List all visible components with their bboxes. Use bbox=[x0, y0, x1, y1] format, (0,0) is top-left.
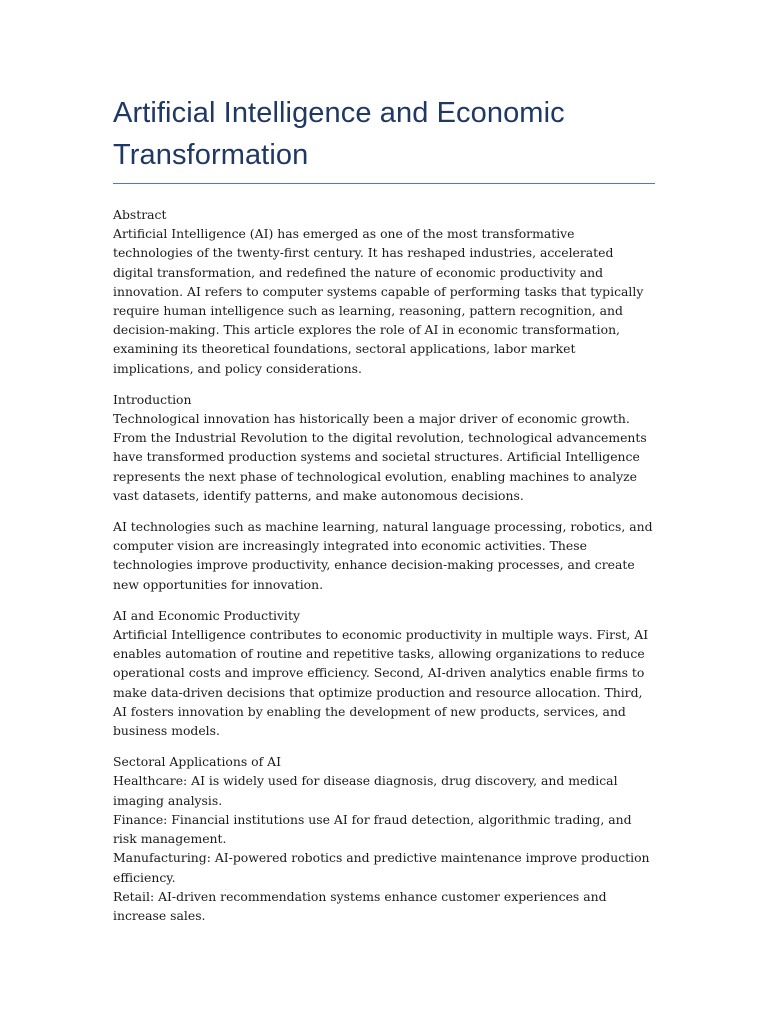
section-heading: Introduction bbox=[113, 391, 192, 407]
application-item-finance: Finance: Financial institutions use AI for fraud detection, algorithmic trading, and risk management. bbox=[113, 811, 632, 847]
application-item-healthcare: Healthcare: AI is widely used for disease diagnosis, drug discovery, and medical imaging analysis. bbox=[113, 773, 618, 808]
section-paragraph: Technological innovation has historically been a major driver of economic growth. From the Industrial Revolution to the digital revolution, technological advancements have transformed production systems and societal structures. Artificial Intelligence represents the next phase of technological evolution, enabling machines to analyze vast datasets, identify patterns, and make autonomous decisions. bbox=[113, 411, 647, 503]
document-title: Artificial Intelligence and Economic Transformation bbox=[113, 97, 565, 171]
section-paragraph: Artificial Intelligence (AI) has emerged as one of the most transformative technologies of the twenty-first century. It has reshaped industries, accelerated digital transformation, and redefined the nature of economic productivity and innovation. AI refers to computer systems capable of performing tasks that typically require human intelligence such as learning, reasoning, pattern recognition, and decision-making. This article explores the role of AI in economic transformation, examining its theoretical foundations, sectoral applications, labor market implications, and policy considerations. bbox=[113, 226, 644, 376]
section-heading: Sectoral Applications of AI bbox=[113, 754, 281, 770]
section-heading: Abstract bbox=[113, 207, 167, 222]
section-productivity bbox=[113, 606, 655, 740]
application-item-manufacturing: Manufacturing: AI-powered robotics and predictive maintenance improve production efficiency. bbox=[113, 850, 650, 885]
document-page bbox=[113, 92, 655, 937]
title-underline bbox=[113, 183, 655, 184]
section-heading: AI and Economic Productivity bbox=[113, 607, 300, 623]
application-item-retail: Retail: AI-driven recommendation systems enhance customer experiences and increase sales. bbox=[113, 888, 607, 923]
section-abstract bbox=[113, 205, 655, 378]
section-sectoral-applications bbox=[113, 752, 655, 925]
section-paragraph: Artificial Intelligence contributes to economic productivity in multiple ways. First, AI enables automation of routine and repetitive tasks, allowing organizations to reduce operational costs and improve efficiency. Second, AI-driven analytics enable firms to make data-driven decisions that optimize production and resource allocation. Third, AI fosters innovation by enabling the development of new products, services, and business models. bbox=[113, 627, 649, 739]
section-introduction bbox=[113, 390, 655, 594]
section-paragraph: AI technologies such as machine learning, natural language processing, robotics, and computer vision are increasingly integrated into economic activities. These technologies improve productivity, enhance decision-making processes, and create new opportunities for innovation. bbox=[113, 519, 653, 592]
